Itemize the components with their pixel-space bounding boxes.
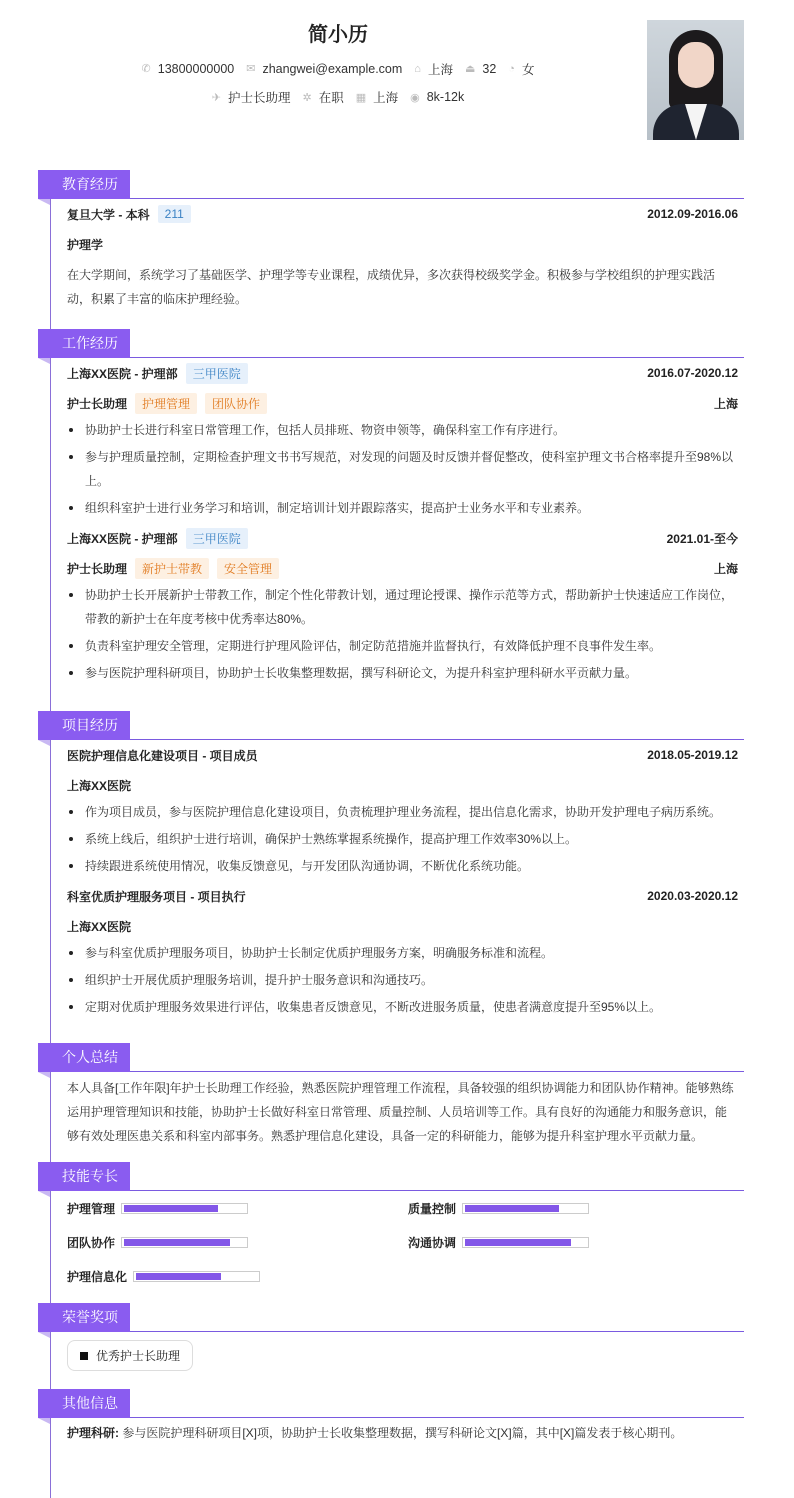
section-title: 荣誉奖项	[38, 1303, 130, 1332]
entry-row	[67, 740, 738, 770]
bullet-item: 定期对优质护理服务效果进行评估，收集患者反馈意见，不断改进服务质量，使患者满意度提升至95%以上。	[67, 995, 738, 1019]
bullet-item: 系统上线后，组织护士进行培训，确保护士熟练掌握系统操作，提高护理工作效率30%以上。	[67, 827, 738, 851]
bullet-item: 协助护士长进行科室日常管理工作，包括人员排班、物资申领等，确保科室工作有序进行。	[67, 418, 738, 442]
info-text: zhangwei@example.com	[262, 61, 403, 76]
bullet-list	[67, 583, 738, 685]
entry-row	[67, 770, 738, 800]
section-other	[38, 1389, 744, 1448]
salary-icon: ◉	[410, 91, 420, 104]
section-header	[38, 170, 744, 199]
skill-bar	[121, 1237, 248, 1248]
date: 2012.09-2016.06	[647, 207, 738, 221]
project-org: 上海XX医院	[67, 919, 132, 934]
entry-row	[67, 911, 738, 941]
header-fold-decoration	[38, 358, 50, 364]
info-item	[410, 90, 464, 104]
entry-left	[67, 528, 248, 549]
entry-left	[67, 918, 131, 935]
info-text: 护士长助理	[227, 91, 291, 105]
entry-row	[67, 881, 738, 911]
bullet-item: 参与科室优质护理服务项目，协助护士长制定优质护理服务方案，明确服务标准和流程。	[67, 941, 738, 965]
tag: 新护士带教	[135, 558, 209, 579]
skill-bar-fill	[465, 1205, 559, 1212]
bullet-item: 组织护士开展优质护理服务培训，提升护士服务意识和沟通技巧。	[67, 968, 738, 992]
entry-row	[67, 523, 738, 553]
skill-name: 团队协作	[67, 1235, 116, 1250]
entry-row	[67, 199, 738, 229]
skill-bar-fill	[136, 1273, 221, 1280]
section-header	[38, 711, 744, 740]
section-header	[38, 329, 744, 358]
section-content	[38, 1072, 744, 1152]
entry-left	[67, 205, 191, 223]
entry-left	[67, 393, 267, 414]
info-text: 32	[482, 61, 497, 76]
phone-icon: ✆	[141, 63, 151, 75]
header-fold-decoration	[38, 740, 50, 746]
entry-row	[67, 553, 738, 583]
skill-item	[67, 1191, 408, 1225]
tag: 护理管理	[135, 393, 197, 414]
info-item	[356, 88, 398, 106]
company-name: 上海XX医院 - 护理部	[67, 531, 178, 546]
date: 2021.01-至今	[666, 531, 738, 546]
entry-left	[67, 777, 131, 794]
summary-text: 本人具备[工作年限]年护士长助理工作经验，熟悉医院护理管理工作流程，具备较强的组织协调能力和团队协作精神。能够熟练运用护理管理知识和技能，协助护士长做好科室日常管理、质量控制、人员培训等工作。具有良好的沟通能力和服务意识，能够有效处理医患关系和科室内部事务。熟悉护理信息化建设，具备一定的科研能力，能够为提升科室护理水平贡献力量。	[67, 1081, 734, 1143]
info-text: 上海	[373, 91, 399, 105]
tag: 团队协作	[205, 393, 267, 414]
bullet-item: 作为项目成员，参与医院护理信息化建设项目，负责梳理护理业务流程，提出信息化需求，协助开发护理电子病历系统。	[67, 800, 738, 824]
section-work	[38, 329, 744, 685]
info-item	[414, 60, 453, 78]
info-item	[246, 62, 402, 76]
section-education	[38, 170, 744, 315]
entry-row	[67, 229, 738, 259]
section-content	[38, 199, 744, 315]
header-fold-decoration	[38, 1191, 50, 1197]
header-fold-decoration	[38, 199, 50, 205]
city-icon: ▦	[355, 91, 367, 104]
bullet-item: 参与医院护理科研项目，协助护士长收集整理数据，撰写科研论文，为提升科室护理科研水平贡献力量。	[67, 661, 738, 685]
info-item	[465, 62, 496, 76]
section-title: 工作经历	[38, 329, 130, 358]
age-icon: ⏏	[464, 63, 476, 75]
other-label: 护理科研:	[67, 1426, 119, 1440]
section-content	[38, 358, 744, 685]
bullet-item: 负责科室护理安全管理，定期进行护理风险评估，制定防范措施并监督执行，有效降低护理不良事件发生率。	[67, 634, 738, 658]
entry-left	[67, 363, 248, 384]
entry-row	[67, 358, 738, 388]
skill-bar-fill	[124, 1205, 218, 1212]
info-item	[142, 62, 235, 76]
tag: 211	[158, 205, 191, 223]
info-text: 在职	[318, 91, 344, 105]
resume-header	[0, 0, 794, 160]
entry-left	[67, 236, 103, 253]
skill-bar	[133, 1271, 260, 1282]
section-projects	[38, 711, 744, 1019]
other-info	[67, 1418, 738, 1448]
section-title: 其他信息	[38, 1389, 130, 1418]
section-awards	[38, 1303, 744, 1379]
status-icon: ✲	[302, 91, 312, 104]
role: 护士长助理	[67, 561, 128, 576]
skill-name: 护理管理	[67, 1201, 116, 1216]
header-fold-decoration	[38, 1332, 50, 1338]
tag: 三甲医院	[186, 528, 248, 549]
date: 2018.05-2019.12	[647, 748, 738, 762]
entry-row	[67, 388, 738, 418]
tag: 三甲医院	[186, 363, 248, 384]
home-icon: ⌂	[414, 63, 421, 75]
skill-item	[408, 1191, 738, 1225]
city: 上海	[713, 561, 738, 576]
entry-left	[67, 747, 258, 764]
section-skills	[38, 1162, 744, 1293]
skill-bar	[462, 1203, 589, 1214]
info-item	[212, 88, 291, 106]
skill-item	[67, 1259, 408, 1293]
info-text: 13800000000	[157, 61, 235, 76]
project-name: 科室优质护理服务项目 - 项目执行	[67, 889, 246, 904]
job-intent-row	[0, 88, 676, 106]
section-summary	[38, 1043, 744, 1152]
square-bullet-icon	[80, 1352, 88, 1360]
bullet-list	[67, 418, 738, 520]
header-fold-decoration	[38, 1072, 50, 1078]
company-name: 上海XX医院 - 护理部	[67, 366, 178, 381]
skill-item	[408, 1225, 738, 1259]
skill-bar-fill	[465, 1239, 571, 1246]
info-text: 女	[521, 63, 535, 77]
bullet-item: 协助护士长开展新护士带教工作，制定个性化带教计划，通过理论授课、操作示范等方式，帮助新护士快速适应工作岗位，带教的新护士在年度考核中优秀率达80%。	[67, 583, 738, 631]
section-title: 项目经历	[38, 711, 130, 740]
section-content	[38, 740, 744, 1019]
date: 2016.07-2020.12	[647, 366, 738, 380]
entry-left	[67, 558, 279, 579]
bullet-list	[67, 941, 738, 1019]
section-content	[38, 1332, 744, 1379]
section-title: 技能专长	[38, 1162, 130, 1191]
gender-icon: ◔	[508, 63, 515, 75]
section-content	[38, 1418, 744, 1448]
skill-name: 护理信息化	[67, 1269, 128, 1284]
bullet-item: 持续跟进系统使用情况，收集反馈意见，与开发团队沟通协调，不断优化系统功能。	[67, 854, 738, 878]
date: 2020.03-2020.12	[647, 889, 738, 903]
skill-item	[67, 1225, 408, 1259]
profile-photo	[647, 20, 744, 140]
entry-left	[67, 888, 246, 905]
info-text: 上海	[427, 63, 453, 77]
other-text: 参与医院护理科研项目[X]项，协助护士长收集整理数据，撰写科研论文[X]篇，其中[X]篇发表于核心期刊。	[122, 1426, 683, 1440]
award-name: 优秀护士长助理	[96, 1349, 181, 1363]
skill-bar	[121, 1203, 248, 1214]
section-header	[38, 1303, 744, 1332]
skill-bar-fill	[124, 1239, 230, 1246]
city: 上海	[713, 396, 738, 411]
project-name: 医院护理信息化建设项目 - 项目成员	[67, 748, 258, 763]
section-header	[38, 1389, 744, 1418]
bullet-list	[67, 800, 738, 878]
section-title: 教育经历	[38, 170, 130, 199]
position-icon: ✈	[211, 91, 221, 104]
header-fold-decoration	[38, 1418, 50, 1424]
bullet-item: 组织科室护士进行业务学习和培训，制定培训计划并跟踪落实，提高护士业务水平和专业素养。	[67, 496, 738, 520]
section-title: 个人总结	[38, 1043, 130, 1072]
skill-name: 质量控制	[408, 1201, 457, 1216]
info-item	[508, 60, 534, 78]
project-org: 上海XX医院	[67, 778, 132, 793]
info-text: 8k-12k	[426, 90, 465, 104]
section-header	[38, 1162, 744, 1191]
section-header	[38, 1043, 744, 1072]
education-description: 在大学期间，系统学习了基础医学、护理学等专业课程，成绩优异，多次获得校级奖学金。积极参与学校组织的护理实践活动，积累了丰富的临床护理经验。	[67, 268, 716, 306]
role: 护士长助理	[67, 396, 128, 411]
resume-name: 简小历	[308, 24, 368, 46]
section-content	[38, 1191, 744, 1293]
contact-row	[0, 60, 676, 78]
school-name: 复旦大学 - 本科	[67, 207, 150, 222]
bullet-item: 参与护理质量控制，定期检查护理文书书写规范，对发现的问题及时反馈并督促整改，使科室护理文书合格率提升至98%以上。	[67, 445, 738, 493]
tag: 安全管理	[217, 558, 279, 579]
major: 护理学	[67, 237, 104, 252]
resume-body	[0, 170, 794, 1448]
info-item	[302, 88, 343, 106]
award-badge	[67, 1340, 193, 1371]
mail-icon: ✉	[246, 63, 256, 75]
skill-bar	[462, 1237, 589, 1248]
skills-grid	[67, 1191, 738, 1293]
skill-name: 沟通协调	[408, 1235, 457, 1250]
